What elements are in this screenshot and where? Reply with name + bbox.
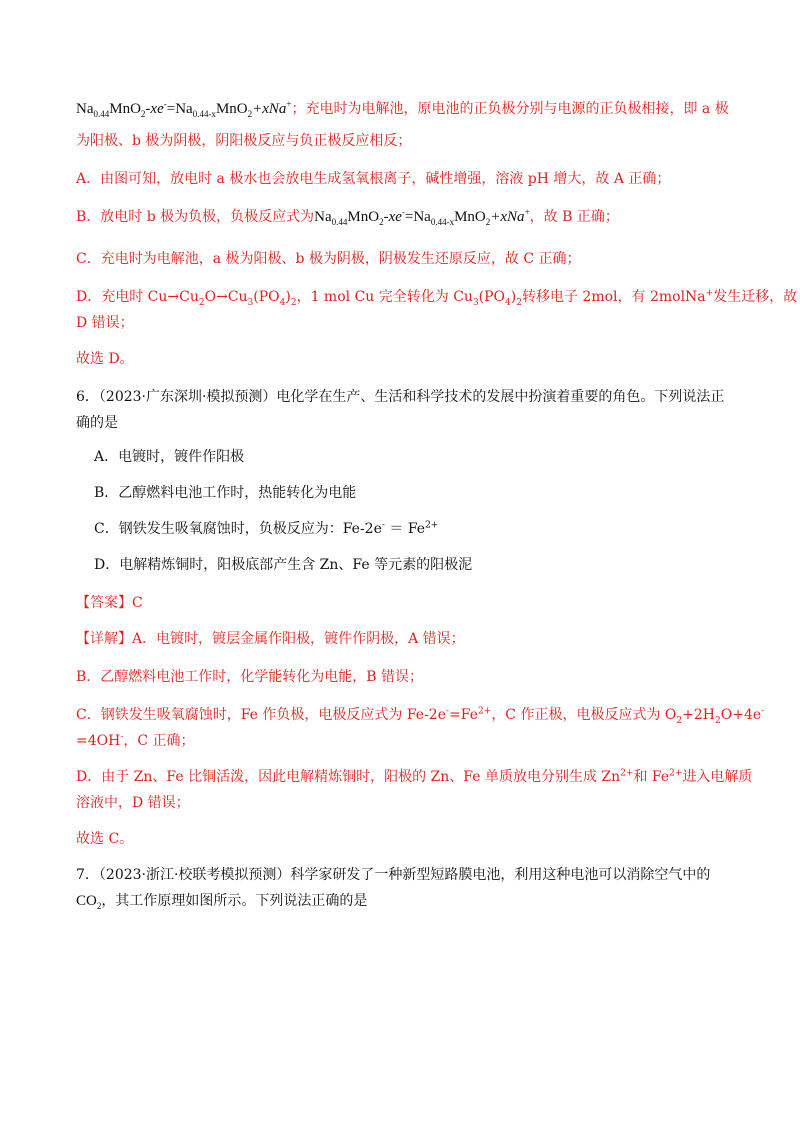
q5-explanation-line2: 为阳极、b 极为阴极，阴阳极反应与负正极反应相反； — [76, 133, 412, 149]
q6-answer: 【答案】C — [76, 595, 143, 611]
q6-stem-line1: 6．（2023·广东深圳·模拟预测）电化学在生产、生活和科学技术的发展中扮演着重要的角色。下列说法正 — [76, 389, 725, 405]
q6-detail-d-line2: 溶液中，D 错误； — [76, 795, 190, 811]
q5-option-d-line1: D．充电时 $Cu\to Cu_2O\to Cu_3(PO_4)_2$，1 mol Cu 完全转化为 $Cu_3(PO_4)_2$转移电子 2mol，有 2molNa+发生迁移，故 — [76, 288, 798, 308]
q6-option-b: B．乙醇燃料电池工作时，热能转化为电能 — [94, 485, 357, 501]
q6-stem-line2: 确的是 — [76, 415, 118, 431]
formula: $CO_2$ — [76, 893, 102, 911]
q5-option-a: A．由图可知，放电时 a 极水也会放电生成氢氧根离子，碱性增强，溶液 pH 增大，故 A 正确； — [76, 171, 671, 187]
q6-detail-b: B．乙醇燃料电池工作时，化学能转化为电能，B 错误； — [76, 669, 424, 685]
q5-explanation-line1: $Na_{0.44}MnO_2-xe^-=Na_{0.44-x}MnO_2+xNa^+$；充电时为电解池，原电池的正负极分别与电源的正负极相接，即 a 极 — [76, 99, 729, 119]
q7-stem-line2: $CO_2$，其工作原理如图所示。下列说法正确的是 — [76, 893, 368, 911]
formula: $Na_{0.44}MnO_2-xe^-=Na_{0.44-x}MnO_2+xNa^+$ — [314, 207, 530, 227]
q6-detail-c-line2: =4OH-，C 正确； — [76, 732, 195, 749]
q7-stem-line1: 7．（2023·浙江·校联考模拟预测）科学家研发了一种新型短路膜电池，利用这种电池可以消除空气中的 — [76, 867, 711, 883]
q6-conclusion: 故选 C。 — [76, 831, 134, 847]
q6-detail-d-line1: D．由于 Zn、Fe 比铜活泼，因此电解精炼铜时，阳极的 Zn、Fe 单质放电分别生成 $Zn^{2+}$和 $Fe^{2+}$进入电解质 — [76, 768, 753, 785]
q5-option-c: C．充电时为电解池，a 极为阳极、b 极为阴极，阴极发生还原反应，故 C 正确； — [76, 251, 581, 267]
q5-option-b: B．放电时 b 极为负极，负极反应式为$Na_{0.44}MnO_2-xe^-=Na_{0.44-x}MnO_2+xNa^+$，故 B 正确； — [76, 207, 619, 227]
formula: $Na_{0.44}MnO_2-xe^-=Na_{0.44-x}MnO_2+xNa^+$ — [76, 99, 292, 119]
q5-option-d-line2: D 错误； — [76, 315, 134, 331]
detail-label: 【详解】 — [76, 631, 132, 647]
q6-option-d: D．电解精炼铜时，阳极底部产生含 Zn、Fe 等元素的阳极泥 — [94, 557, 473, 573]
q6-detail-a: 【详解】A．电镀时，镀层金属作阳极，镀件作阴极，A 错误； — [76, 631, 465, 647]
q5-conclusion: 故选 D。 — [76, 351, 134, 367]
q6-detail-c-line1: C．钢铁发生吸氧腐蚀时，Fe 作负极，电极反应式为 $Fe-2e^-=Fe^{2+}$，C 作正极，电极反应式为 $O_2+2H_2O+4e^-$ — [76, 706, 765, 726]
q6-option-a: A．电镀时，镀件作阳极 — [94, 449, 245, 465]
q6-option-c: C．钢铁发生吸氧腐蚀时，负极反应为：$Fe-2e^- = Fe^{2+}$ — [94, 520, 439, 537]
